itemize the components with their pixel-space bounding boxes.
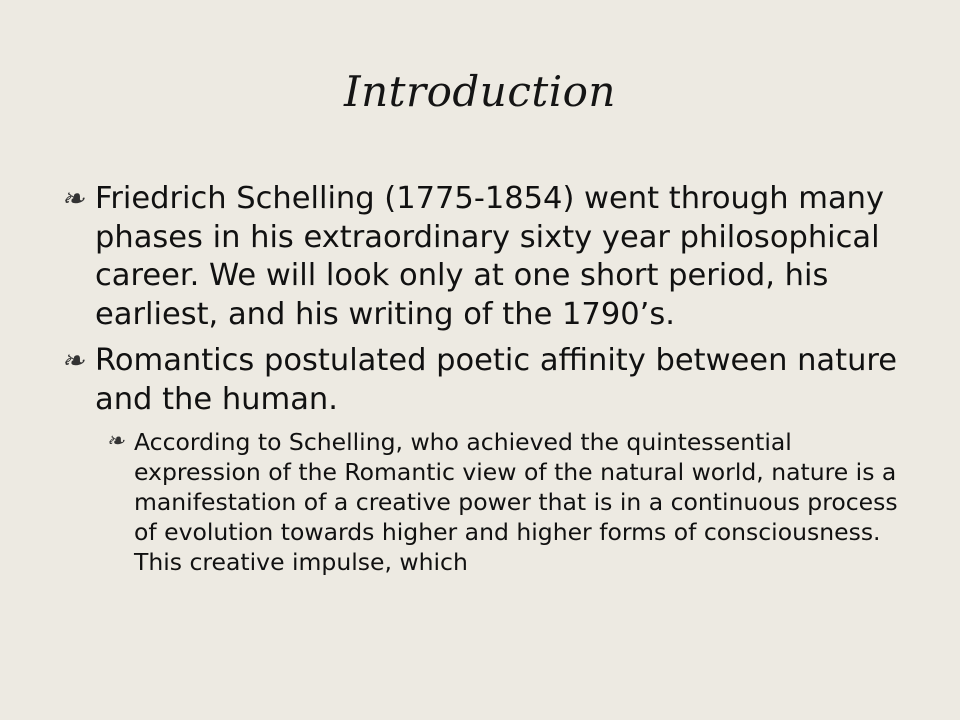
sub-bullet-text: According to Schelling, who achieved the quintessential expression of the Romantic view of the natural world, nature is a manifestation of a creative power that is in a continuous process of evolution towards higher and higher forms of consciousness. This creative impulse, which (134, 428, 898, 576)
slide-title: Introduction (344, 67, 616, 116)
bullet-ornament-icon: ❧ (106, 429, 125, 454)
bullet-item (61, 180, 908, 334)
bullet-list (0, 180, 960, 577)
bullet-text: Romantics postulated poetic affinity between nature and the human. (95, 343, 898, 417)
bullet-item (61, 342, 908, 419)
sub-bullet-item (106, 427, 902, 577)
bullet-text: Friedrich Schelling (1775-1854) went through many phases in his extraordinary sixty year philosophical career. We will look only at one short period, his earliest, and his writing of the 1790’s. (95, 181, 885, 332)
bullet-ornament-icon: ❧ (61, 344, 85, 377)
bullet-ornament-icon: ❧ (61, 182, 85, 215)
